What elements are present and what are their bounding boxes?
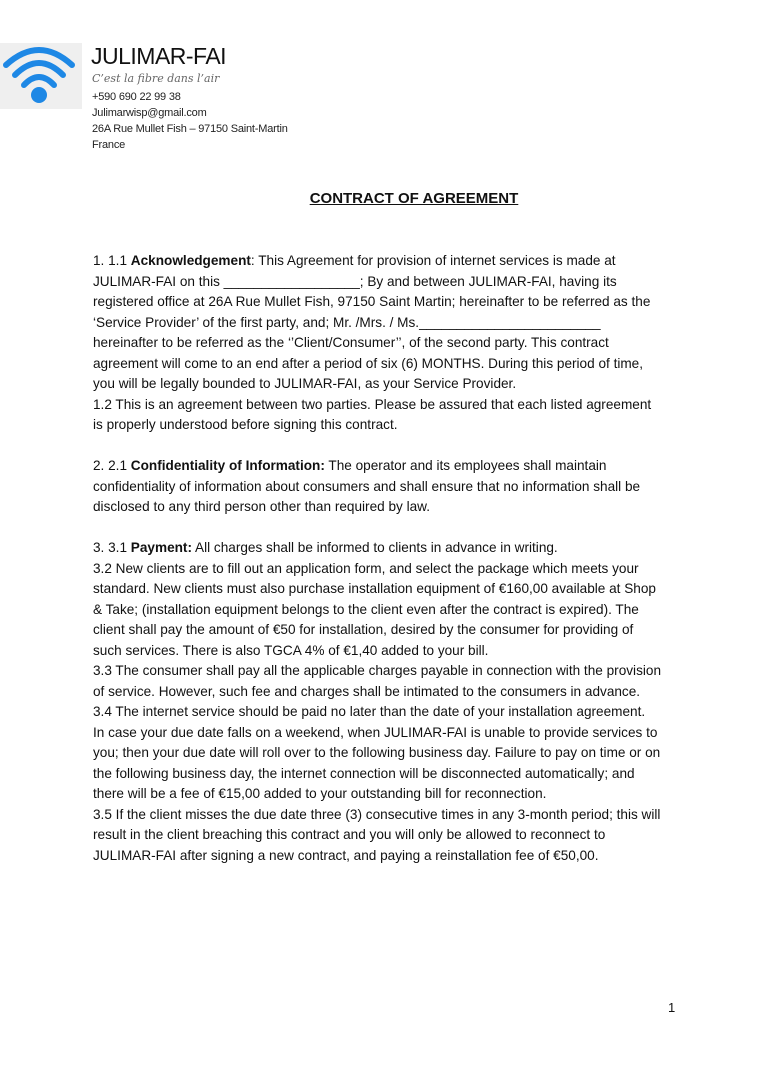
section-1-text: : This Agreement for provision of internet services is made at JULIMAR-FAI on this __________________; By and between JULIMAR-FAI, having its registered office at 26A Rue Mullet Fish, 97150 Saint Martin; hereinafter to be referred as the ‘Service Provider’ of the first party, and; Mr. /Mrs. / Ms.________________________ hereinafter to be referred as the ‘’Client/Consumer’’, of the second party. This contract agreement will come to an end after a period of six (6) MONTHS. During this period of time, you will be legally bounded to JULIMAR-FAI, as your Service Provider. <box>93 253 651 391</box>
section-3-2-paragraph: 3.2 New clients are to fill out an application form, and select the package which meets your standard. New clients must also purchase installation equipment of €160,00 available at Shop & Take; (installation equipment belongs to the client even after the contract is expired). The client shall pay the amount of €50 for installation, desired by the consumer for providing of such services. There is also TGCA 4% of €1,40 added to your bill. <box>93 560 656 658</box>
company-logo <box>0 43 82 109</box>
section-2-heading: Confidentiality of Information: <box>130 458 325 473</box>
section-3-3-paragraph: 3.3 The consumer shall pay all the applicable charges payable in connection with the provision of service. However, such fee and charges shall be intimated to the consumers in advance. <box>93 663 662 699</box>
section-2-number: 2. 2.1 <box>93 458 131 473</box>
wifi-signal-logo-icon <box>2 43 78 107</box>
section-3-4-paragraph: 3.4 The internet service should be paid no later than the date of your installation agreement. <box>93 704 646 719</box>
section-3-4-continued-paragraph: In case your due date falls on a weekend, when JULIMAR-FAI is unable to provide services to you; then your due date will roll over to the following business day. Failure to pay on time or on the following business day, the internet connection will be disconnected automatically; and there will be a fee of €15,00 added to your outstanding bill for reconnection. <box>93 724 661 801</box>
section-2-text: The operator and its employees shall maintain confidentiality of information about consumers and shall ensure that no information shall be disclosed to any third person other than required by law. <box>93 458 641 514</box>
company-address: 26A Rue Mullet Fish – 97150 Saint-Martin <box>92 123 288 135</box>
section-3-heading: Payment: <box>130 540 192 555</box>
company-slogan: C’est la fibre dans l’air <box>92 72 220 85</box>
document-title: CONTRACT OF AGREEMENT <box>309 190 519 207</box>
section-1-number: 1. 1.1 <box>93 253 131 268</box>
section-3-number: 3. 3.1 <box>93 540 131 555</box>
company-email: Julimarwisp@gmail.com <box>92 107 207 119</box>
section-1-paragraph <box>93 251 663 395</box>
section-3-5-paragraph: 3.5 If the client misses the due date three (3) consecutive times in any 3-month period; this will result in the client breaching this contract and you will only be allowed to reconnect to JULIMAR-FAI after signing a new contract, and paying a reinstallation fee of €50,00. <box>93 806 661 863</box>
company-phone: +590 690 22 99 38 <box>92 91 181 103</box>
company-country: France <box>92 139 126 151</box>
contract-body <box>93 251 663 866</box>
section-3-text: All charges shall be informed to clients in advance in writing. <box>192 540 558 555</box>
company-name: JULIMAR-FAI <box>91 43 227 69</box>
page-number: 1 <box>668 1000 676 1015</box>
section-1-heading: Acknowledgement <box>130 253 251 268</box>
section-3-paragraph <box>93 538 663 559</box>
section-2-paragraph <box>93 456 663 518</box>
section-1-2-paragraph: 1.2 This is an agreement between two parties. Please be assured that each listed agreement is properly understood before signing this contract. <box>93 396 652 432</box>
